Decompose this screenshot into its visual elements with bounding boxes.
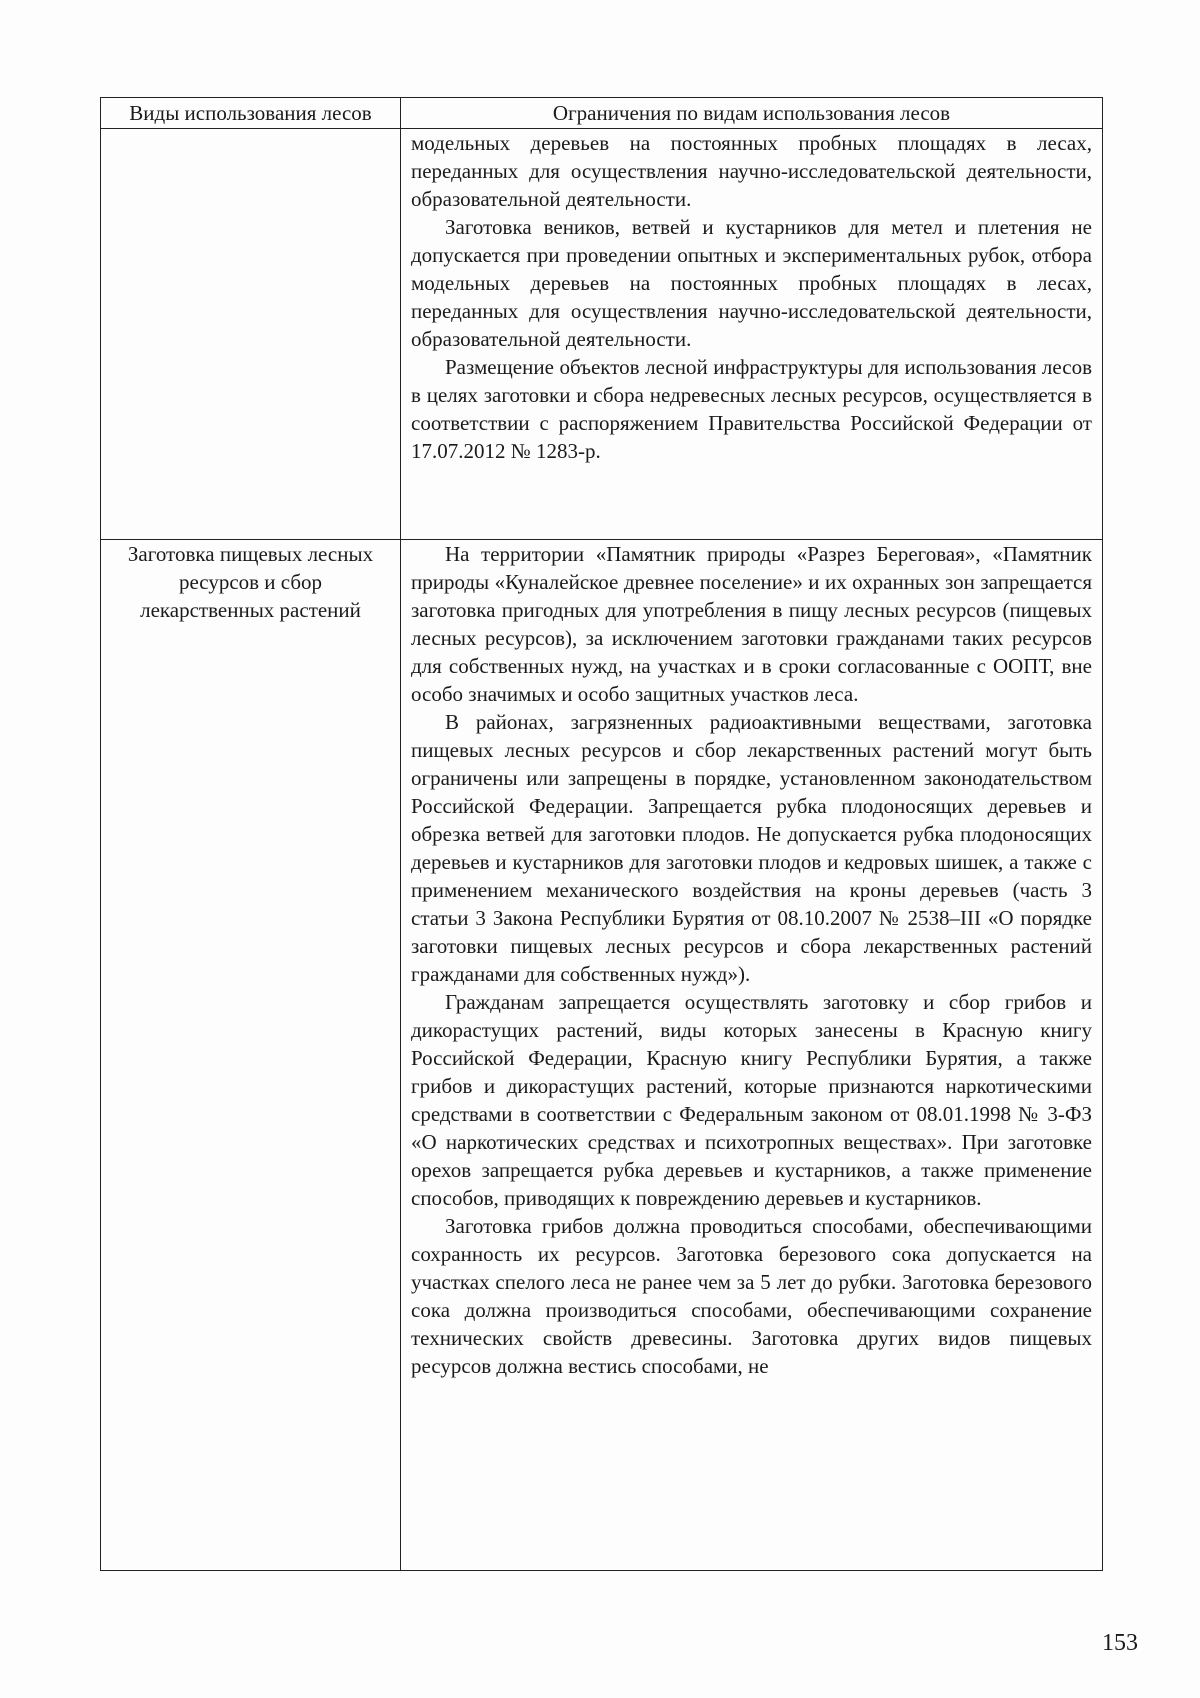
page-number: 153 xyxy=(1102,1630,1138,1656)
restriction-paragraph: Размещение объектов лесной инфраструктуры для использования лесов в целях заготовки и сбора недревесных лесных ресурсов, осуществляется в соответствии с распоряжением Правительства Российской Федерации от 17.07.2012 № 1283-р. xyxy=(411,355,1092,463)
restriction-paragraph: Гражданам запрещается осуществлять заготовку и сбор грибов и дикорастущих растений, виды которых занесены в Красную книгу Российской Федерации, Красную книгу Республики Бурятия, а также грибов и дикорастущих растений, которые признаются наркотическими средствами в соответствии с Федеральным законом от 08.01.1998 № 3-ФЗ «О наркотических средствах и психотропных веществах». При заготовке орехов запрещается рубка деревьев и кустарников, а также применение способов, приводящих к повреждению деревьев и кустарников. xyxy=(411,990,1092,1210)
restrictions-table xyxy=(100,97,1103,1571)
restrictions-cell xyxy=(401,540,1103,1571)
table-row xyxy=(101,540,1103,1571)
header-forest-use-types: Виды использования лесов xyxy=(101,98,401,129)
forest-use-type-cell: Заготовка пищевых лесных ресурсов и сбор лекарственных растений xyxy=(101,540,401,1571)
restriction-paragraph: модельных деревьев на постоянных пробных площадях в лесах, переданных для осуществления научно-исследовательской деятельности, образовательной деятельности. xyxy=(411,131,1092,211)
header-restrictions: Ограничения по видам использования лесов xyxy=(401,98,1103,129)
restriction-paragraph: Заготовка грибов должна проводиться способами, обеспечивающими сохранность их ресурсов. Заготовка березового сока допускается на участках спелого леса не ранее чем за 5 лет до рубки. Заготовка березового сока должна производиться способами, обеспечивающими сохранение технических свойств древесины. Заготовка других видов пищевых ресурсов должна вестись способами, не xyxy=(411,1214,1092,1378)
table-header-row xyxy=(101,98,1103,129)
forest-use-type-cell xyxy=(101,129,401,540)
restrictions-cell xyxy=(401,129,1103,540)
restriction-paragraph: Заготовка веников, ветвей и кустарников для метел и плетения не допускается при проведении опытных и экспериментальных рубок, отбора модельных деревьев на постоянных пробных площадях в лесах, переданных для осуществления научно-исследовательской деятельности, образовательной деятельности. xyxy=(411,215,1092,351)
restriction-paragraph: В районах, загрязненных радиоактивными веществами, заготовка пищевых лесных ресурсов и сбор лекарственных растений могут быть ограничены или запрещены в порядке, установленном законодательством Российской Федерации. Запрещается рубка плодоносящих деревьев и обрезка ветвей для заготовки плодов. Не допускается рубка плодоносящих деревьев и кустарников для заготовки плодов и кедровых шишек, а также с применением механического воздействия на кроны деревьев (часть 3 статьи 3 Закона Республики Бурятия от 08.10.2007 № 2538–III «О порядке заготовки пищевых лесных ресурсов и сбора лекарственных растений гражданами для собственных нужд»). xyxy=(411,710,1092,986)
restriction-paragraph: На территории «Памятник природы «Разрез Береговая», «Памятник природы «Куналейское древнее поселение» и их охранных зон запрещается заготовка пригодных для употребления в пищу лесных ресурсов (пищевых лесных ресурсов), за исключением заготовки гражданами таких ресурсов для собственных нужд, на участках и в сроки согласованные с ООПТ, вне особо значимых и особо защитных участков леса. xyxy=(411,542,1092,706)
table-row xyxy=(101,129,1103,540)
